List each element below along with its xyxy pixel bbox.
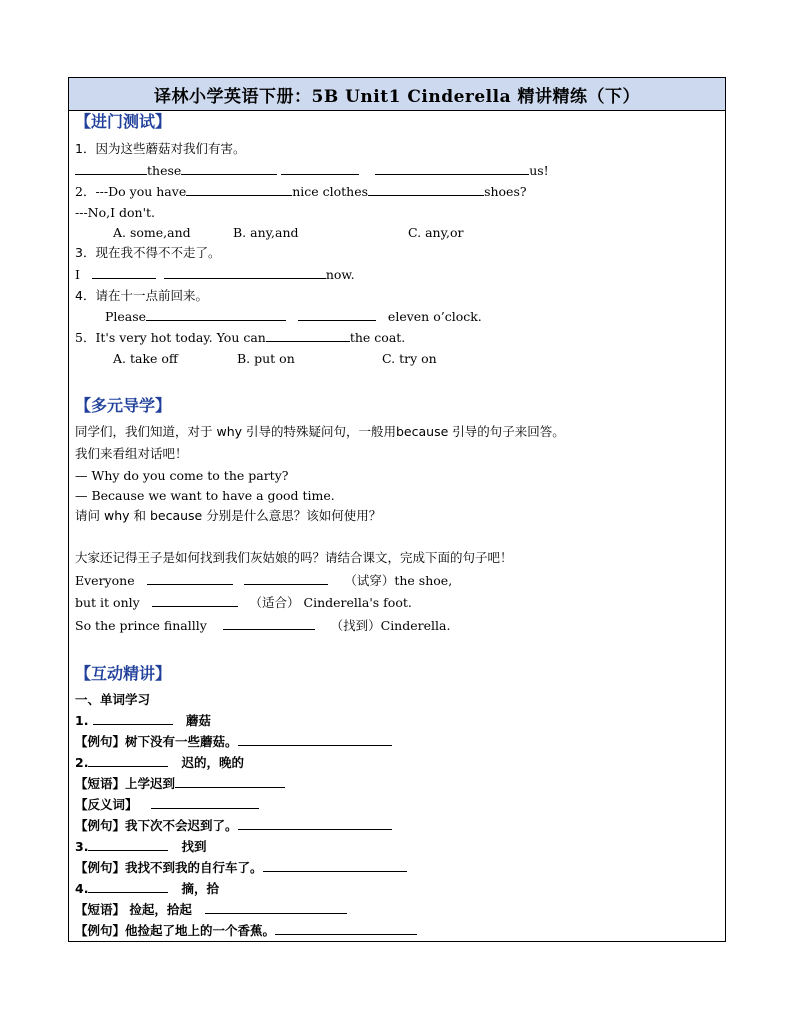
blank[interactable] — [205, 901, 347, 914]
guide-paragraph-3: 请问 why 和 because 分别是什么意思？该如何使用？ — [75, 508, 382, 523]
blank[interactable] — [92, 266, 156, 279]
blank[interactable] — [181, 162, 277, 175]
blank[interactable] — [298, 308, 376, 321]
q5-text: 5．It's very hot today. You can — [75, 330, 266, 345]
q4-end: eleven o’clock. — [387, 309, 482, 324]
blank[interactable] — [244, 572, 328, 585]
blank[interactable] — [88, 754, 168, 767]
w4-phrase: 【短语】 捡起，拾起 — [75, 902, 192, 917]
s3-start: So the prince finallly — [75, 618, 207, 633]
vocab-heading: 一、单词学习 — [75, 692, 151, 707]
q2-option-b: B. any,and — [233, 225, 299, 240]
guide-dialog-1: — Why do you come to the party? — [75, 468, 289, 483]
w3-ex: 【例句】我找不到我的自行车了。 — [75, 860, 263, 875]
vocab-phrase-4 — [75, 901, 347, 919]
blank[interactable] — [263, 859, 407, 872]
blank[interactable] — [186, 183, 292, 196]
q1-answer-line — [75, 162, 549, 180]
blank[interactable] — [93, 712, 173, 725]
w1-ex: 【例句】树下没有一些蘑菇。 — [75, 734, 238, 749]
q2-mid: nice clothes — [292, 184, 369, 199]
q4-please: Please — [105, 309, 147, 324]
q4-answer-line — [105, 308, 482, 326]
vocab-word-1 — [75, 712, 211, 730]
w2-ex: 【例句】我下次不会迟到了。 — [75, 818, 238, 833]
blank[interactable] — [88, 880, 168, 893]
blank[interactable] — [75, 162, 147, 175]
section-test-heading: 【进门测试】 — [75, 112, 172, 131]
vocab-word-3 — [75, 838, 207, 856]
q3-now: now. — [325, 267, 355, 282]
w2-ant: 【反义词】 — [75, 797, 138, 812]
vocab-phrase-2 — [75, 775, 285, 793]
section-guide-heading: 【多元导学】 — [75, 396, 172, 415]
worksheet-frame — [68, 77, 726, 942]
guide-paragraph-1: 同学们，我们知道，对于 why 引导的特殊疑问句，一般用because 引导的句子来回答。 — [75, 424, 565, 439]
q3-i: I — [75, 267, 80, 282]
vocab-word-2 — [75, 754, 244, 772]
blank[interactable] — [266, 329, 350, 342]
blank[interactable] — [151, 796, 259, 809]
w3-num: 3. — [75, 839, 89, 854]
vocab-antonym-2 — [75, 796, 259, 814]
blank[interactable] — [238, 733, 346, 746]
w4-ex: 【例句】他捡起了地上的一个香蕉。 — [75, 923, 276, 938]
vocab-example-3 — [75, 859, 407, 877]
w1-cn: 蘑菇 — [185, 713, 211, 728]
guide-sentence-1 — [75, 572, 452, 590]
guide-sentence-3 — [75, 617, 450, 635]
q2-line — [75, 183, 527, 201]
w2-phrase: 【短语】上学迟到 — [75, 776, 176, 791]
q2-option-a: A. some,and — [113, 225, 191, 240]
w4-num: 4. — [75, 881, 89, 896]
w1-num: 1. — [75, 713, 89, 728]
q5-option-c: C. try on — [382, 351, 437, 366]
blank[interactable] — [164, 266, 326, 279]
vocab-example-1 — [75, 733, 392, 751]
w2-cn: 迟的，晚的 — [181, 755, 245, 770]
q5-line — [75, 329, 405, 347]
blank[interactable] — [375, 162, 529, 175]
blank[interactable] — [223, 617, 315, 630]
worksheet-title: 译林小学英语下册：5B Unit1 Cinderella 精讲精练（下） — [69, 78, 725, 111]
section-interact-heading: 【互动精讲】 — [75, 664, 172, 683]
q1-these: these — [147, 163, 182, 178]
q1-us: us! — [529, 163, 549, 178]
blank[interactable] — [175, 775, 285, 788]
q5-end: the coat. — [349, 330, 406, 345]
w3-cn: 找到 — [181, 839, 207, 854]
q3-answer-line — [75, 266, 355, 284]
q5-option-a: A. take off — [113, 351, 178, 366]
blank[interactable] — [88, 838, 168, 851]
s1-hint: （试穿）the shoe, — [344, 573, 453, 588]
blank[interactable] — [275, 922, 417, 935]
w4-cn: 摘，拾 — [181, 881, 220, 896]
blank[interactable] — [368, 183, 484, 196]
blank[interactable] — [147, 572, 233, 585]
q1-text: 1．因为这些蘑菇对我们有害。 — [75, 141, 246, 156]
s2-start: but it only — [75, 595, 140, 610]
guide-paragraph-4: 大家还记得王子是如何找到我们灰姑娘的吗？请结合课文，完成下面的句子吧！ — [75, 550, 513, 565]
guide-dialog-2: — Because we want to have a good time. — [75, 488, 335, 503]
s2-hint: （适合） Cinderella's foot. — [249, 595, 412, 610]
blank[interactable] — [346, 733, 392, 746]
q2-option-c: C. any,or — [408, 225, 464, 240]
guide-paragraph-2: 我们来看组对话吧！ — [75, 446, 188, 461]
w2-num: 2. — [75, 755, 89, 770]
blank[interactable] — [152, 594, 238, 607]
guide-sentence-2 — [75, 594, 412, 612]
blank[interactable] — [281, 162, 359, 175]
q4-text: 4．请在十一点前回来。 — [75, 288, 208, 303]
blank[interactable] — [146, 308, 286, 321]
q5-option-b: B. put on — [237, 351, 295, 366]
vocab-word-4 — [75, 880, 219, 898]
vocab-example-2 — [75, 817, 392, 835]
s1-start: Everyone — [75, 573, 135, 588]
blank[interactable] — [238, 817, 392, 830]
vocab-example-4 — [75, 922, 417, 940]
q2-reply: ---No,I don't. — [75, 205, 156, 220]
q2-end: shoes? — [484, 184, 527, 199]
s3-hint: （找到）Cinderella. — [330, 618, 451, 633]
q3-text: 3．现在我不得不不走了。 — [75, 245, 221, 260]
q2-text: 2．---Do you have — [75, 184, 187, 199]
